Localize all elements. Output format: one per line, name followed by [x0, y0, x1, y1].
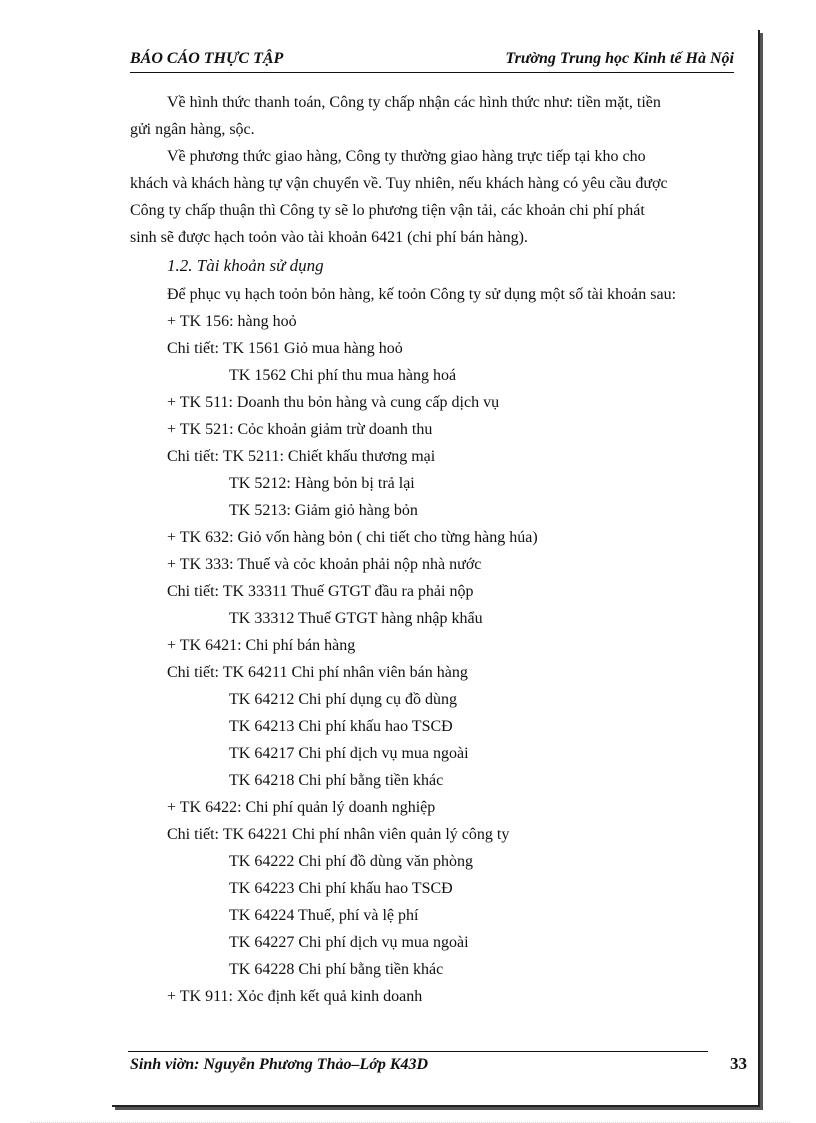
- page-header: [130, 46, 734, 73]
- account-line: TK 1562 Chi phí thu mua hàng hoá: [229, 367, 457, 384]
- header-school-name: Trường Trung học Kinh tế Hà Nội: [505, 50, 734, 67]
- account-line: + TK 6421: Chi phí bán hàng: [167, 637, 356, 654]
- footer-student: Sinh viờn: Nguyễn Phương Thảo–Lớp K43D: [130, 1056, 429, 1073]
- account-line: + TK 333: Thuế và cỏc khoản phải nộp nhà nước: [167, 556, 482, 573]
- account-line: + TK 156: hàng hoỏ: [167, 313, 297, 330]
- account-line: + TK 6422: Chi phí quản lý doanh nghiệp: [167, 799, 436, 816]
- account-line: TK 64213 Chi phí khấu hao TSCĐ: [229, 718, 453, 735]
- intro-p2-line2: khách và khách hàng tự vận chuyển về. Tuy nhiên, nếu khách hàng có yêu cầu được: [130, 175, 668, 192]
- account-line: TK 33312 Thuế GTGT hàng nhập khẩu: [229, 610, 483, 627]
- account-line: TK 64228 Chi phí bằng tiền khác: [229, 961, 444, 978]
- account-line: TK 64217 Chi phí dịch vụ mua ngoài: [229, 745, 469, 762]
- account-line: TK 64218 Chi phí bằng tiền khác: [229, 772, 444, 789]
- account-line: Chi tiết: TK 64211 Chi phí nhân viên bán hàng: [167, 664, 468, 681]
- footer-rule: [128, 1051, 708, 1052]
- account-line: TK 5213: Giảm giỏ hàng bỏn: [229, 502, 418, 519]
- page-number: 33: [730, 1054, 747, 1073]
- section-title: 1.2. Tài khoản sử dụng: [167, 256, 324, 275]
- intro-p2-line1: Về phương thức giao hàng, Công ty thường giao hàng trực tiếp tại kho cho: [167, 148, 646, 165]
- account-line: TK 64222 Chi phí đồ dùng văn phòng: [229, 853, 473, 870]
- account-line: TK 64227 Chi phí dịch vụ mua ngoài: [229, 934, 469, 951]
- lead-sentence: Để phục vụ hạch toỏn bỏn hàng, kế toỏn Công ty sử dụng một số tài khoản sau:: [167, 286, 677, 303]
- intro-p2-line4: sinh sẽ được hạch toỏn vào tài khoản 6421 (chi phí bán hàng).: [130, 229, 528, 246]
- account-line: + TK 511: Doanh thu bỏn hàng và cung cấp dịch vụ: [167, 394, 500, 411]
- account-line: Chi tiết: TK 1561 Giỏ mua hàng hoỏ: [167, 340, 403, 357]
- intro-p1-line2: gửi ngân hàng, sộc.: [130, 121, 255, 138]
- header-report-title: BÁO CÁO THỰC TẬP: [130, 50, 284, 67]
- account-line: TK 5212: Hàng bỏn bị trả lại: [229, 475, 415, 492]
- account-line: + TK 632: Giỏ vốn hàng bỏn ( chi tiết cho từng hàng húa): [167, 529, 538, 546]
- account-line: Chi tiết: TK 64221 Chi phí nhân viên quản lý công ty: [167, 826, 510, 843]
- intro-p2-line3: Công ty chấp thuận thì Công ty sẽ lo phương tiện vận tải, các khoản chi phí phát: [130, 202, 645, 219]
- account-line: TK 64212 Chi phí dụng cụ đồ dùng: [229, 691, 457, 708]
- account-line: TK 64224 Thuế, phí và lệ phí: [229, 907, 419, 924]
- account-line: Chi tiết: TK 33311 Thuế GTGT đầu ra phải nộp: [167, 583, 474, 600]
- account-line: + TK 911: Xỏc định kết quả kinh doanh: [167, 988, 423, 1005]
- intro-p1-line1: Về hình thức thanh toán, Công ty chấp nhận các hình thức như: tiền mặt, tiền: [167, 94, 661, 111]
- account-line: Chi tiết: TK 5211: Chiết khấu thương mại: [167, 448, 436, 465]
- account-line: + TK 521: Cỏc khoản giảm trừ doanh thu: [167, 421, 433, 438]
- account-line: TK 64223 Chi phí khấu hao TSCĐ: [229, 880, 453, 897]
